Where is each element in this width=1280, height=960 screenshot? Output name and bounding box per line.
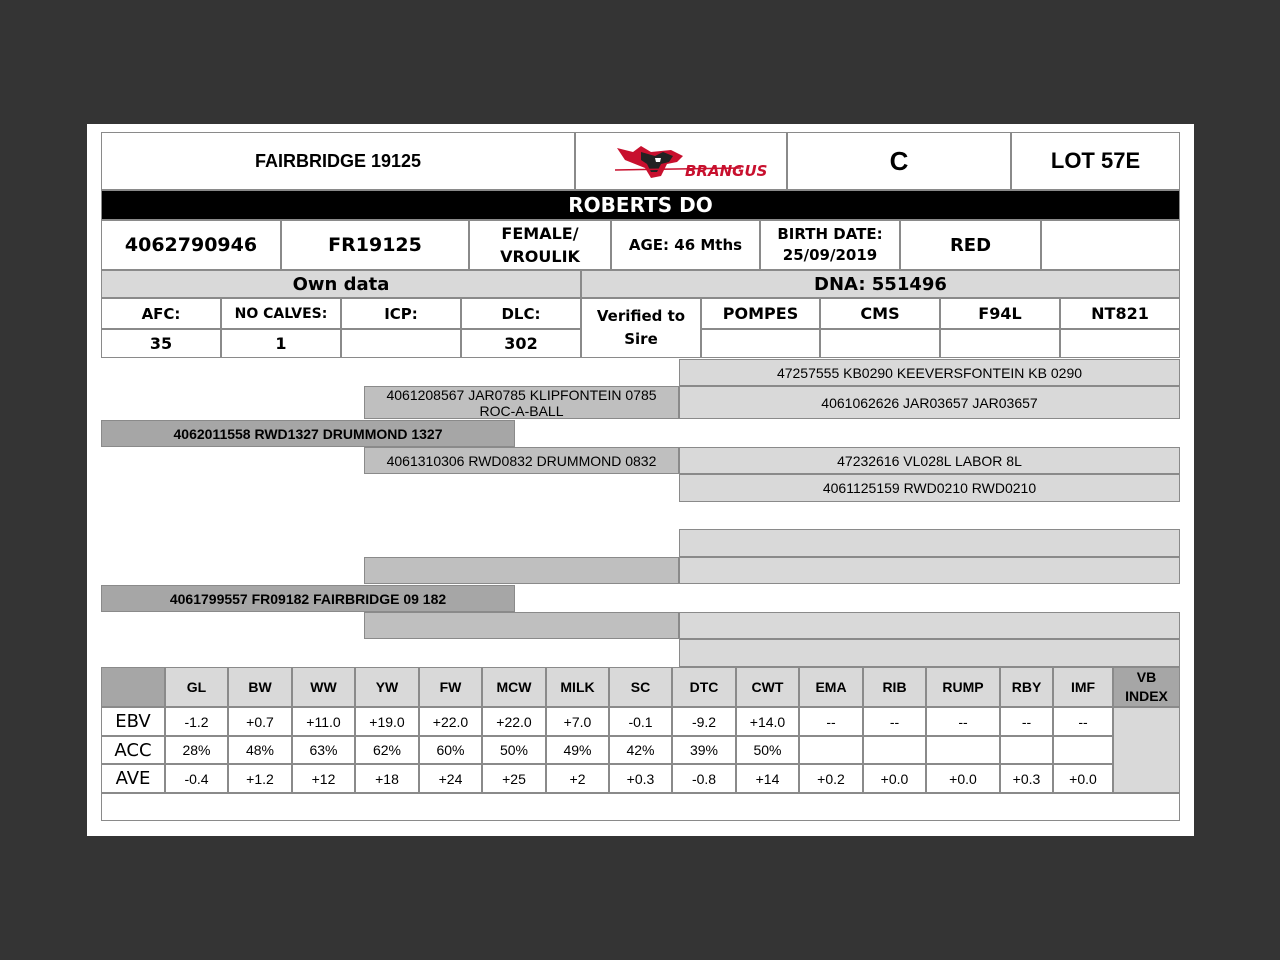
ebv-cell: 62% xyxy=(355,736,419,764)
pedigree-dam-sire xyxy=(364,557,679,584)
icp-header: ICP: xyxy=(341,298,461,329)
ebv-cell: -1.2 xyxy=(165,707,228,736)
ebv-col-header: BW xyxy=(228,667,292,707)
pedigree-sire-sire-line2: ROC-A-BALL xyxy=(479,402,564,419)
pedigree-dsd xyxy=(679,557,1180,584)
ebv-col-header: DTC xyxy=(672,667,736,707)
pedigree-dam-dam xyxy=(364,612,679,639)
ebv-cell: 28% xyxy=(165,736,228,764)
pedigree-dds xyxy=(679,612,1180,639)
ebv-col-header: RIB xyxy=(863,667,926,707)
ebv-footer-row xyxy=(101,793,1180,821)
lot-number: LOT 57E xyxy=(1011,132,1180,190)
ebv-cell: +18 xyxy=(355,764,419,793)
no-calves-value: 1 xyxy=(221,329,341,358)
ebv-corner-cell xyxy=(101,667,165,707)
ebv-cell: -- xyxy=(926,707,1000,736)
ebv-cell: +22.0 xyxy=(482,707,546,736)
ebv-col-header: EMA xyxy=(799,667,863,707)
dna-test-nt821: NT821 xyxy=(1060,298,1180,329)
ebv-cell: 48% xyxy=(228,736,292,764)
pedigree-dss xyxy=(679,529,1180,557)
ebv-row-label: AVE xyxy=(101,764,165,793)
dna-value-f94l xyxy=(940,329,1060,358)
ebv-cell: -- xyxy=(1000,707,1053,736)
ebv-cell: -0.4 xyxy=(165,764,228,793)
ebv-cell: -0.1 xyxy=(609,707,672,736)
registration-number: 4062790946 xyxy=(101,220,281,270)
ebv-col-header: IMF xyxy=(1053,667,1113,707)
age: AGE: 46 Mths xyxy=(611,220,760,270)
pedigree-sire-sire xyxy=(364,386,679,419)
ebv-col-header: RUMP xyxy=(926,667,1000,707)
dna-title: DNA: 551496 xyxy=(581,270,1180,298)
ebv-col-header: GL xyxy=(165,667,228,707)
ebv-cell: +24 xyxy=(419,764,482,793)
ebv-cell: 39% xyxy=(672,736,736,764)
pedigree-sire-sire-line1: 4061208567 JAR0785 KLIPFONTEIN 0785 xyxy=(386,386,657,403)
ebv-col-header: MCW xyxy=(482,667,546,707)
verified-line1: Verified to xyxy=(596,307,686,325)
ebv-col-header: MILK xyxy=(546,667,609,707)
dlc-value: 302 xyxy=(461,329,581,358)
ebv-cell: -- xyxy=(799,707,863,736)
pedigree-sire: 4062011558 RWD1327 DRUMMOND 1327 xyxy=(101,420,515,447)
ebv-cell: +1.2 xyxy=(228,764,292,793)
brangus-logo-icon xyxy=(611,138,768,184)
dna-test-pompes: POMPES xyxy=(701,298,820,329)
ebv-cell: -- xyxy=(1053,707,1113,736)
ebv-cell: 42% xyxy=(609,736,672,764)
ebv-cell: +7.0 xyxy=(546,707,609,736)
logo-text: BRANGUS xyxy=(685,162,768,180)
vb-index-header-line2: INDEX xyxy=(1125,688,1168,704)
dna-test-f94l: F94L xyxy=(940,298,1060,329)
ebv-col-header: SC xyxy=(609,667,672,707)
ebv-cell: +25 xyxy=(482,764,546,793)
dna-value-nt821 xyxy=(1060,329,1180,358)
ebv-col-header: FW xyxy=(419,667,482,707)
animal-name: FAIRBRIDGE 19125 xyxy=(101,132,575,190)
verified-line2: Sire xyxy=(624,330,658,348)
dna-value-pompes xyxy=(701,329,820,358)
tag-number: FR19125 xyxy=(281,220,469,270)
ebv-cell: +2 xyxy=(546,764,609,793)
ebv-cell: 60% xyxy=(419,736,482,764)
afc-value: 35 xyxy=(101,329,221,358)
ebv-cell xyxy=(1053,736,1113,764)
birth-date: 25/09/2019 xyxy=(782,246,878,264)
ebv-col-header: YW xyxy=(355,667,419,707)
ebv-cell: +14 xyxy=(736,764,799,793)
ebv-col-header: RBY xyxy=(1000,667,1053,707)
ebv-cell: +22.0 xyxy=(419,707,482,736)
birth-date-cell xyxy=(760,220,900,270)
dna-test-cms: CMS xyxy=(820,298,940,329)
ebv-cell: +0.0 xyxy=(863,764,926,793)
pedigree-ddd xyxy=(679,639,1180,667)
pedigree-sss: 47257555 KB0290 KEEVERSFONTEIN KB 0290 xyxy=(679,359,1180,386)
info-extra-cell xyxy=(1041,220,1180,270)
ebv-col-header: WW xyxy=(292,667,355,707)
ebv-cell: +14.0 xyxy=(736,707,799,736)
afc-header: AFC: xyxy=(101,298,221,329)
vb-index-header-line1: VB xyxy=(1136,669,1157,685)
vb-index-header xyxy=(1113,667,1180,707)
pedigree-ssd: 4061062626 JAR03657 JAR03657 xyxy=(679,386,1180,419)
pedigree-sds: 47232616 VL028L LABOR 8L xyxy=(679,447,1180,474)
grade: C xyxy=(787,132,1011,190)
ebv-cell: -9.2 xyxy=(672,707,736,736)
ebv-cell xyxy=(1000,736,1053,764)
ebv-cell: +0.3 xyxy=(609,764,672,793)
pedigree-dam: 4061799557 FR09182 FAIRBRIDGE 09 182 xyxy=(101,585,515,612)
vb-index-value xyxy=(1113,707,1180,793)
ebv-cell xyxy=(926,736,1000,764)
verified-to-sire xyxy=(581,298,701,358)
ebv-cell xyxy=(799,736,863,764)
dlc-header: DLC: xyxy=(461,298,581,329)
sex-cell xyxy=(469,220,611,270)
ebv-cell: -0.8 xyxy=(672,764,736,793)
sex-line2: VROULIK xyxy=(500,247,580,266)
brangus-logo-cell xyxy=(575,132,787,190)
ebv-cell: +0.0 xyxy=(1053,764,1113,793)
pedigree-sdd: 4061125159 RWD0210 RWD0210 xyxy=(679,474,1180,502)
ebv-col-header: CWT xyxy=(736,667,799,707)
icp-value xyxy=(341,329,461,358)
no-calves-header: NO CALVES: xyxy=(221,298,341,329)
ebv-cell: 63% xyxy=(292,736,355,764)
color: RED xyxy=(900,220,1041,270)
breeder-bar: ROBERTS DO xyxy=(101,190,1180,220)
ebv-cell: -- xyxy=(863,707,926,736)
lot-card xyxy=(87,124,1194,836)
dna-value-cms xyxy=(820,329,940,358)
ebv-cell: +11.0 xyxy=(292,707,355,736)
ebv-cell: +12 xyxy=(292,764,355,793)
ebv-cell: +0.0 xyxy=(926,764,1000,793)
ebv-cell: 50% xyxy=(482,736,546,764)
ebv-cell xyxy=(863,736,926,764)
ebv-cell: 50% xyxy=(736,736,799,764)
ebv-cell: +0.7 xyxy=(228,707,292,736)
ebv-cell: +0.2 xyxy=(799,764,863,793)
ebv-cell: +19.0 xyxy=(355,707,419,736)
own-data-title: Own data xyxy=(101,270,581,298)
ebv-cell: 49% xyxy=(546,736,609,764)
ebv-row-label: EBV xyxy=(101,707,165,736)
pedigree-sire-dam: 4061310306 RWD0832 DRUMMOND 0832 xyxy=(364,447,679,474)
ebv-cell: +0.3 xyxy=(1000,764,1053,793)
sex-line1: FEMALE/ xyxy=(501,224,579,243)
birth-date-label: BIRTH DATE: xyxy=(777,225,883,243)
ebv-row-label: ACC xyxy=(101,736,165,764)
